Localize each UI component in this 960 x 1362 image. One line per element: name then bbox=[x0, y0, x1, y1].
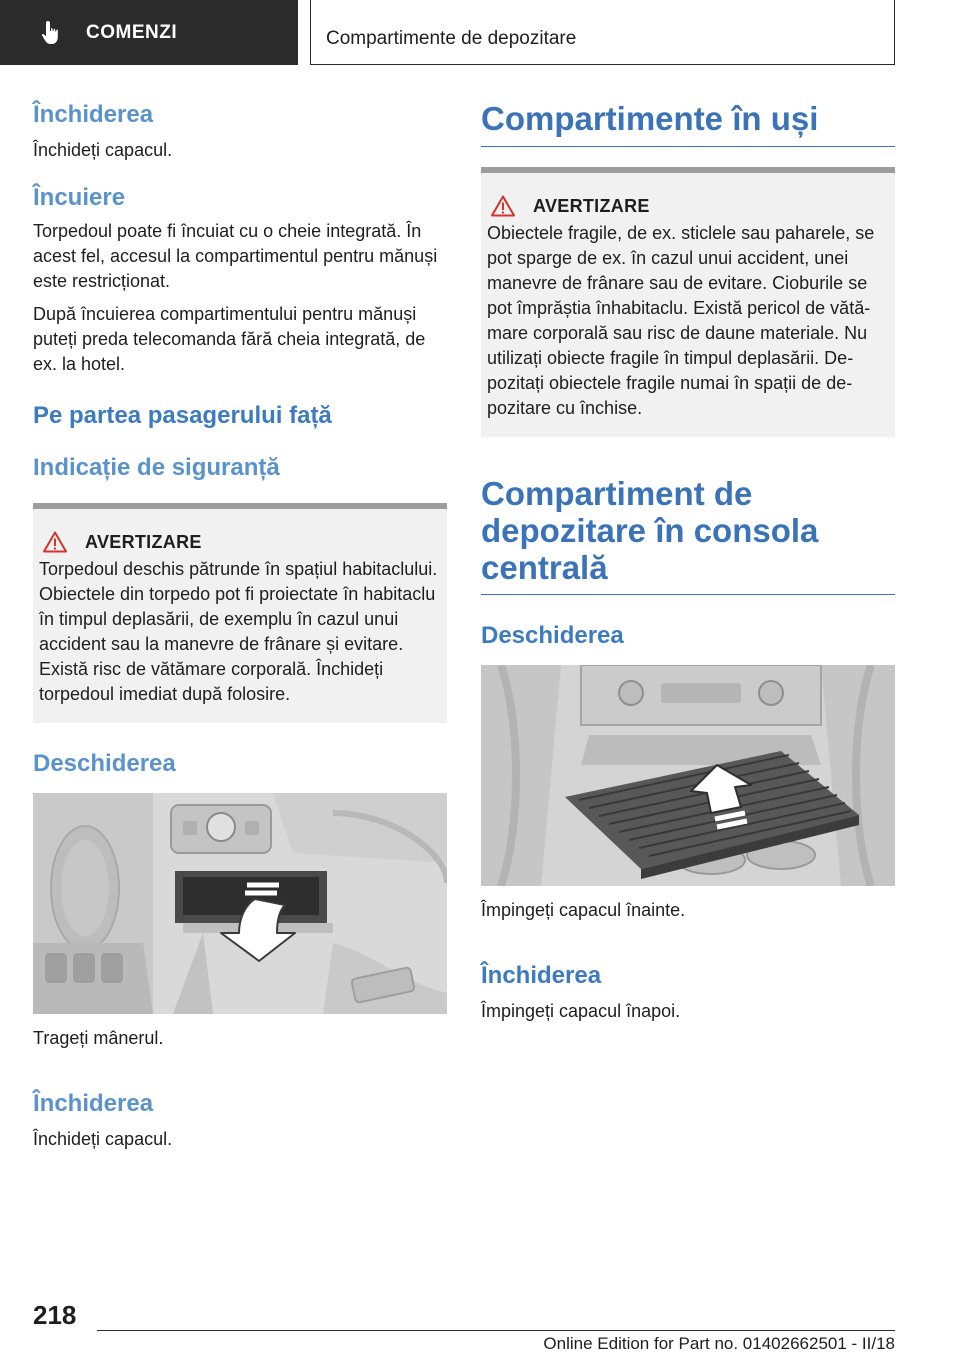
safety-note-heading: Indicație de siguranță bbox=[33, 454, 280, 481]
warning-title-text: AVERTIZARE bbox=[533, 195, 650, 216]
center-console-heading: Compartiment de depozitare în consola centrală bbox=[481, 475, 819, 586]
center-console-illustration bbox=[481, 665, 895, 886]
footer-edition: Online Edition for Part no. 01402662501 - II/18 bbox=[543, 1334, 895, 1353]
console-closing-heading: Închiderea bbox=[481, 962, 602, 989]
header-tab-label: COMENZI bbox=[86, 21, 178, 43]
heading-rule bbox=[481, 594, 895, 595]
hand-pointer-icon bbox=[40, 20, 64, 46]
header-section-title: Compartimente de depozitare bbox=[326, 28, 577, 49]
locking-paragraph-2: După încuierea compartimentului pentru mănuși puteți preda telecomanda fără cheia integrată, de ex. la hotel. bbox=[33, 304, 426, 374]
door-compartments-heading: Compartimente în uși bbox=[481, 100, 819, 137]
warning-triangle-icon bbox=[43, 531, 67, 553]
warning-title bbox=[491, 195, 889, 217]
locking-heading: Încuiere bbox=[33, 184, 126, 211]
footer-rule bbox=[97, 1330, 895, 1331]
passenger-side-heading: Pe partea pasagerului față bbox=[33, 402, 332, 429]
warning-box-doors bbox=[481, 167, 895, 437]
locking-paragraph-1: Torpedoul poate fi încuiat cu o cheie integrată. În acest fel, accesul la compartimentul pentru mănuși este restricționat. bbox=[33, 221, 438, 291]
warning-box-glovebox bbox=[33, 503, 447, 723]
closing-heading: Închiderea bbox=[33, 101, 154, 128]
closing-text-2: Închideți capacul. bbox=[33, 1129, 173, 1149]
closing-heading-2: Închiderea bbox=[33, 1090, 154, 1117]
left-column bbox=[33, 100, 447, 1152]
console-opening-heading: Deschiderea bbox=[481, 622, 624, 649]
opening-heading: Deschiderea bbox=[33, 750, 176, 777]
console-closing-text: Împingeți capacul înapoi. bbox=[481, 1001, 681, 1021]
warning-title bbox=[43, 531, 441, 553]
console-opening-caption: Împingeți capacul înainte. bbox=[481, 900, 686, 920]
warning-text: Obiectele fragile, de ex. sticlele sau paharele, se pot sparge de ex. în cazul unui accident, unei manevre de frânare sau de evitare. Cioburile se pot împrăștia înhabitaclu. Există pericol de vătămare corporală sau risc de daune materiale. Nu utilizați obiecte fragile în timpul deplasării. Depozitați obiectele fragile numai în spații de depozitare cu închise. bbox=[487, 223, 875, 418]
warning-triangle-icon bbox=[491, 195, 515, 217]
header-divider-right bbox=[894, 0, 895, 65]
opening-caption: Trageți mânerul. bbox=[33, 1028, 164, 1048]
heading-rule bbox=[481, 146, 895, 147]
header-tab[interactable] bbox=[0, 0, 298, 65]
closing-text: Închideți capacul. bbox=[33, 140, 173, 160]
glovebox-illustration bbox=[33, 793, 447, 1014]
right-column bbox=[481, 100, 895, 1024]
header-underline bbox=[310, 64, 895, 65]
page-number: 218 bbox=[33, 1300, 77, 1330]
header-divider bbox=[310, 0, 311, 65]
warning-text: Torpedoul deschis pătrunde în spațiul habitaclului. Obiectele din torpedo pot fi proiectate în habitaclu în timpul deplasării, de exemplu în cazul unui accident sau la manevre de frânare și evitare. Există risc de vătămare corporală. Închideți torpedoul imediat după folosire. bbox=[39, 559, 438, 704]
warning-title-text: AVERTIZARE bbox=[85, 531, 202, 552]
